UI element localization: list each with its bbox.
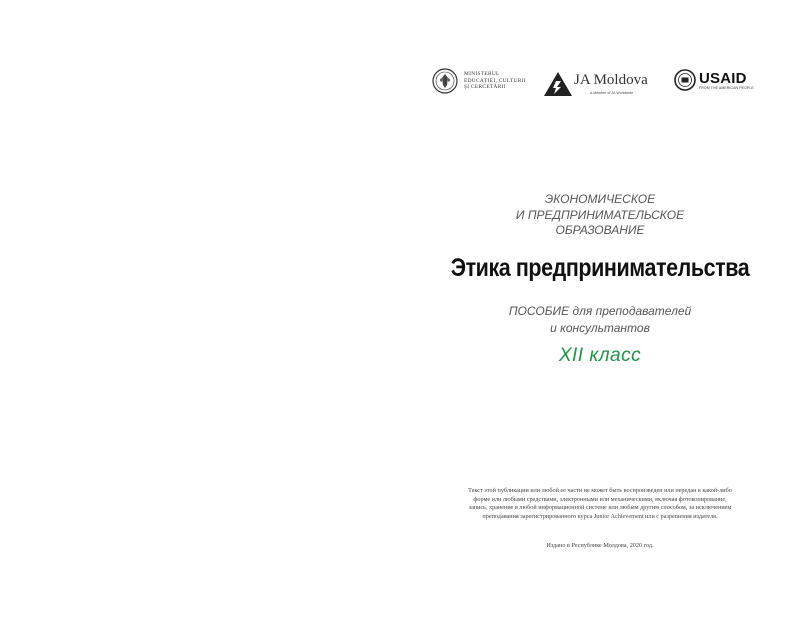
ministry-name xyxy=(464,71,534,90)
usaid-name: USAID xyxy=(699,69,747,87)
ministry-line: MINISTERUL xyxy=(464,71,500,78)
usaid-seal-icon xyxy=(674,69,696,91)
book-title: Этика предпринимательства xyxy=(450,254,750,282)
usaid-wordmark xyxy=(699,71,754,90)
ministry-line: ȘI CERCETĂRII xyxy=(464,84,506,91)
subject-heading xyxy=(400,192,800,239)
subject-line: ОБРАЗОВАНИЕ xyxy=(555,223,645,238)
usaid-tagline: FROM THE AMERICAN PEOPLE xyxy=(699,85,754,90)
ministry-line: EDUCAȚIEI, CULTURII xyxy=(464,77,526,84)
copyright-line: преподавания зарегистрированного курса Junior Achievement или с разрешения издателя. xyxy=(482,512,718,520)
copyright-line: запись, хранение в любой информационной системе или любым другим способом, за исключением xyxy=(468,504,732,512)
ja-tagline: A Member of JA Worldwide xyxy=(590,91,634,95)
manual-line: ПОСОБИЕ для преподавателей xyxy=(508,304,692,318)
publication-note: Издано в Республике Молдова, 2020 год. xyxy=(546,542,654,549)
subject-line: И ПРЕДПРИНИМАТЕЛЬСКОЕ xyxy=(515,207,685,222)
copyright-line: Текст этой публикации или любой ее части не может быть воспроизведен или передан в какой-либо xyxy=(468,487,732,494)
partner-logos xyxy=(432,66,762,106)
ministry-seal-icon xyxy=(432,68,458,94)
ja-name: JA Moldova xyxy=(574,72,648,88)
ja-triangle-icon xyxy=(544,72,572,96)
copyright-notice xyxy=(438,487,762,521)
usaid-logo xyxy=(674,69,754,91)
ministry-logo xyxy=(432,68,534,94)
manual-subtitle xyxy=(400,303,800,337)
grade-label: XII класс xyxy=(558,345,642,366)
copyright-line: форме или любыми средствами, электронными или механическими, включая фотокопирование, xyxy=(473,495,727,503)
ja-moldova-logo xyxy=(544,68,656,98)
manual-line: и консультантов xyxy=(550,321,650,335)
subject-line: ЭКОНОМИЧЕСКОЕ xyxy=(544,192,656,206)
